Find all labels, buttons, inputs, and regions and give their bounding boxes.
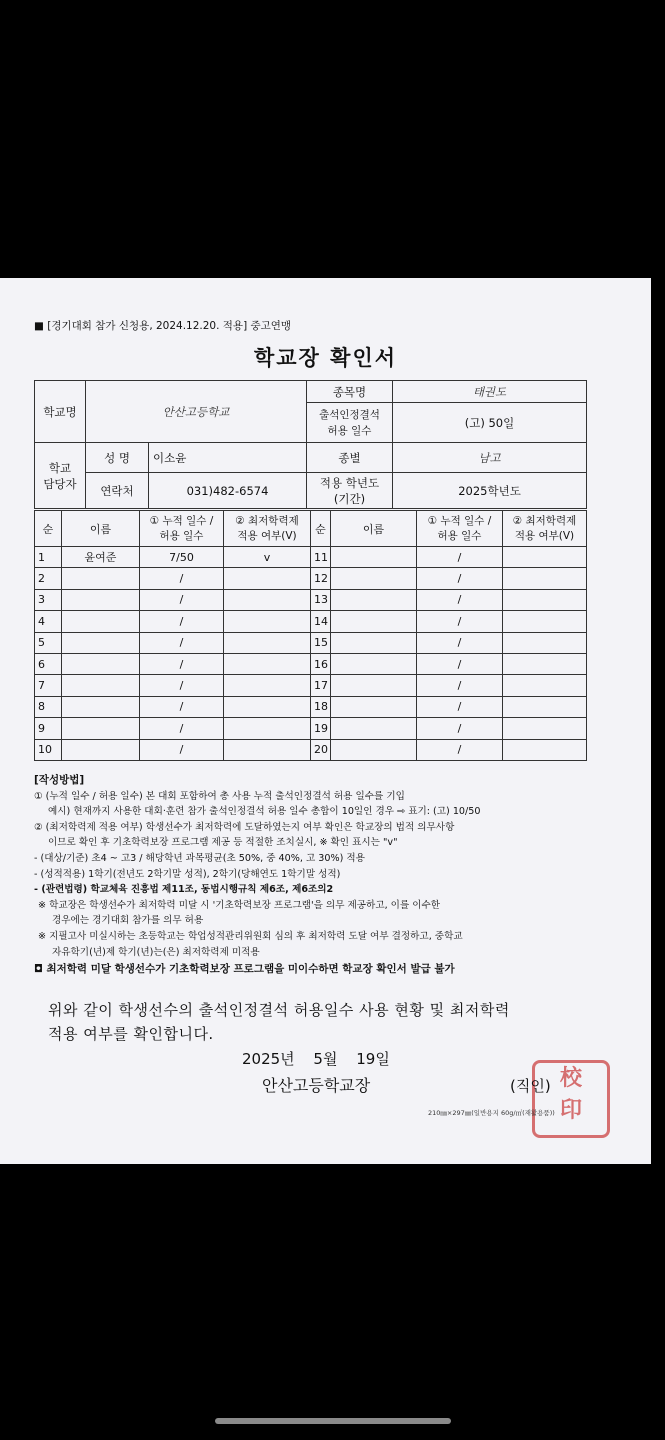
- home-indicator[interactable]: [215, 1418, 451, 1424]
- cell-no: 19: [311, 718, 331, 739]
- cell-name: [331, 718, 417, 739]
- cell-no: 17: [311, 675, 331, 696]
- cell-days: /: [417, 653, 503, 674]
- cell-no: 6: [35, 653, 62, 674]
- cell-name: [331, 653, 417, 674]
- seal-label: (직인): [510, 1077, 551, 1095]
- year-value: 2025학년도: [393, 473, 587, 509]
- cell-days: 7/50: [140, 547, 224, 568]
- cell-days: /: [417, 718, 503, 739]
- name-value: 이소윤: [149, 443, 307, 473]
- table-row: [35, 696, 587, 717]
- cell-check: [224, 611, 311, 632]
- cell-check: [224, 675, 311, 696]
- cell-days: /: [417, 547, 503, 568]
- note-1b: 예시) 현재까지 사용한 대회·훈련 참가 출석인정결석 허용 일수 총합이 10일인 경우 ⇨ 표기: (고) 10/50: [48, 806, 481, 818]
- col-min: ② 최저학력제 적용 여부(V): [503, 511, 587, 547]
- cell-no: 10: [35, 739, 62, 760]
- cell-no: 9: [35, 718, 62, 739]
- document-page: [0, 278, 651, 1164]
- cell-check: [224, 653, 311, 674]
- cell-no: 12: [311, 568, 331, 589]
- cell-check: [503, 675, 587, 696]
- cell-no: 7: [35, 675, 62, 696]
- cell-no: 2: [35, 568, 62, 589]
- cell-days: /: [140, 589, 224, 610]
- cell-days: /: [140, 718, 224, 739]
- cell-no: 3: [35, 589, 62, 610]
- cell-days: /: [417, 568, 503, 589]
- cell-no: 20: [311, 739, 331, 760]
- cell-check: [224, 568, 311, 589]
- note-3: - (대상/기준) 초4 ~ 고3 / 해당학년 과목평균(초 50%, 중 40%, 고 30%) 적용: [34, 852, 365, 864]
- table-row: [35, 589, 587, 610]
- cell-no: 16: [311, 653, 331, 674]
- absence-value: (고) 50일: [393, 403, 587, 443]
- table-row: [35, 718, 587, 739]
- note-5: - (관련법령) 학교체육 진흥법 제11조, 동법시행규칙 제6조, 제6조의2: [34, 884, 334, 896]
- cell-days: /: [417, 675, 503, 696]
- cell-name: [331, 739, 417, 760]
- paper-spec: 210㎜×297㎜(일반용지 60g/㎡(재활용품)): [428, 1109, 555, 1117]
- gender-value: 남고: [393, 443, 587, 473]
- sport-value: 태권도: [393, 381, 587, 403]
- cell-name: [62, 718, 140, 739]
- gender-label: 종별: [307, 443, 393, 473]
- table-row: [35, 675, 587, 696]
- document-title: 학교장 확인서: [253, 346, 398, 370]
- cell-no: 14: [311, 611, 331, 632]
- table-row: [35, 547, 587, 568]
- cell-days: /: [417, 611, 503, 632]
- header-note: ■ [경기대회 참가 신청용, 2024.12.20. 적용] 중고연맹: [34, 320, 292, 332]
- cell-name: [62, 568, 140, 589]
- cell-name: [62, 611, 140, 632]
- cell-check: [224, 718, 311, 739]
- note-7a: ※ 지필고사 미실시하는 초등학교는 학업성적관리위원회 심의 후 최저학력 도달 여부 결정하고, 중학교: [38, 930, 463, 942]
- cell-check: [224, 739, 311, 760]
- cell-no: 11: [311, 547, 331, 568]
- cell-name: [331, 589, 417, 610]
- cell-no: 8: [35, 696, 62, 717]
- cell-name: [331, 632, 417, 653]
- principal-title: 안산고등학교장: [262, 1076, 371, 1095]
- contact-label: 연락처: [86, 473, 149, 509]
- cell-check: [503, 547, 587, 568]
- issue-date: 2025년 5월 19일: [242, 1050, 390, 1068]
- table-row: [35, 568, 587, 589]
- table-row: [35, 632, 587, 653]
- instructions: [34, 773, 480, 978]
- year-label: 적용 학년도 (기간): [307, 473, 393, 509]
- cell-name: [62, 675, 140, 696]
- cell-days: /: [140, 675, 224, 696]
- cell-no: 13: [311, 589, 331, 610]
- cell-name: [331, 568, 417, 589]
- cell-check: [503, 632, 587, 653]
- cell-no: 1: [35, 547, 62, 568]
- note-1a: ① (누적 일수 / 허용 일수) 본 대회 포함하여 총 사용 누적 출석인정결석 허용 일수를 기입: [34, 790, 405, 802]
- cell-check: [224, 589, 311, 610]
- col-no: 순: [35, 511, 62, 547]
- cell-no: 4: [35, 611, 62, 632]
- cell-days: /: [417, 632, 503, 653]
- cell-days: /: [417, 739, 503, 760]
- info-table: [34, 380, 587, 509]
- cell-name: [62, 653, 140, 674]
- absence-label: 출석인정결석 허용 일수: [307, 403, 393, 443]
- cell-check: [503, 718, 587, 739]
- cell-days: /: [140, 696, 224, 717]
- official-seal-icon: 校 印: [532, 1060, 610, 1138]
- cell-name: [62, 632, 140, 653]
- manager-label: 학교 담당자: [35, 443, 86, 509]
- note-2b: 이므로 확인 후 기초학력보장 프로그램 제공 등 적절한 조치실시, ※ 확인 표시는 "v": [48, 837, 398, 849]
- cell-name: [331, 696, 417, 717]
- note-6a: ※ 학교장은 학생선수가 최저학력 미달 시 '기초학력보장 프로그램'을 의무 제공하고, 이를 이수한: [38, 899, 441, 911]
- cell-days: /: [417, 589, 503, 610]
- confirm-line-2: 적용 여부를 확인합니다.: [48, 1025, 214, 1043]
- cell-days: /: [140, 611, 224, 632]
- cell-no: 18: [311, 696, 331, 717]
- cell-name: [62, 739, 140, 760]
- cell-check: [503, 589, 587, 610]
- col-no: 순: [311, 511, 331, 547]
- cell-check: [503, 653, 587, 674]
- cell-check: [503, 568, 587, 589]
- instructions-heading: [작성방법]: [34, 774, 85, 786]
- table-row: [35, 653, 587, 674]
- cell-check: [224, 632, 311, 653]
- cell-days: /: [140, 653, 224, 674]
- note-6b: 경우에는 경기대회 참가를 의무 허용: [52, 915, 204, 927]
- cell-check: [503, 696, 587, 717]
- cell-check: [503, 739, 587, 760]
- note-7b: 자유학기(년)제 학기(년)는(은) 최저학력제 미적용: [52, 946, 260, 958]
- school-name-value: 안산고등학교: [86, 381, 307, 443]
- cell-name: [62, 589, 140, 610]
- cell-no: 15: [311, 632, 331, 653]
- col-name: 이름: [331, 511, 417, 547]
- cell-days: /: [417, 696, 503, 717]
- col-name: 이름: [62, 511, 140, 547]
- cell-name: [331, 675, 417, 696]
- note-2a: ② (최저학력제 적용 여부) 학생선수가 최저학력에 도달하였는지 여부 확인은 학교장의 법적 의무사항: [34, 821, 455, 833]
- confirm-statement: [48, 998, 510, 1046]
- school-name-label: 학교명: [35, 381, 86, 443]
- cell-days: /: [140, 739, 224, 760]
- col-min: ② 최저학력제 적용 여부(V): [224, 511, 311, 547]
- col-days: ① 누적 일수 / 허용 일수: [140, 511, 224, 547]
- cell-check: v: [224, 547, 311, 568]
- cell-days: /: [140, 568, 224, 589]
- sport-label: 종목명: [307, 381, 393, 403]
- student-table: [34, 510, 587, 761]
- cell-name: 윤여준: [62, 547, 140, 568]
- name-label: 성 명: [86, 443, 149, 473]
- cell-days: /: [140, 632, 224, 653]
- cell-check: [224, 696, 311, 717]
- contact-value: 031)482-6574: [149, 473, 307, 509]
- confirm-line-1: 위와 같이 학생선수의 출석인정결석 허용일수 사용 현황 및 최저학력: [48, 1001, 510, 1019]
- table-row: [35, 739, 587, 760]
- col-days: ① 누적 일수 / 허용 일수: [417, 511, 503, 547]
- note-4: - (성적적용) 1학기(전년도 2학기말 성적), 2학기(당해연도 1학기말 성적): [34, 868, 341, 880]
- table-row: [35, 611, 587, 632]
- cell-no: 5: [35, 632, 62, 653]
- cell-name: [62, 696, 140, 717]
- note-8: ◘ 최저학력 미달 학생선수가 기초학력보장 프로그램을 미이수하면 학교장 확인서 발급 불가: [34, 963, 455, 976]
- cell-name: [331, 547, 417, 568]
- cell-name: [331, 611, 417, 632]
- cell-check: [503, 611, 587, 632]
